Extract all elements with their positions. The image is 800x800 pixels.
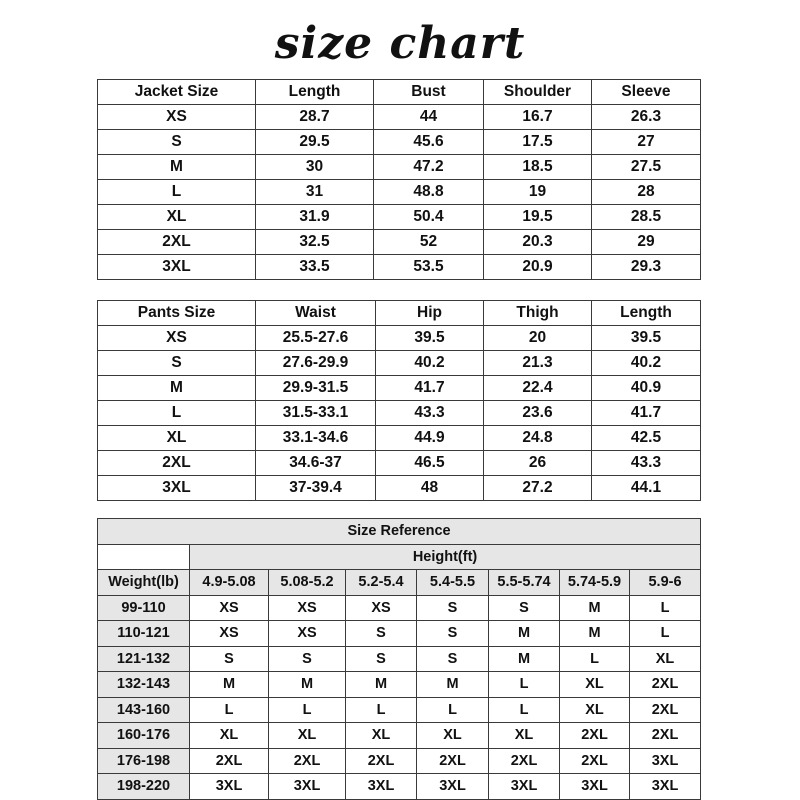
size-cell: XS	[269, 621, 346, 647]
jacket-header-cell: Bust	[374, 80, 484, 105]
pants-size-table	[97, 300, 701, 501]
jacket-cell: 32.5	[256, 230, 374, 255]
size-cell: 2XL	[417, 748, 489, 774]
jacket-cell: 53.5	[374, 255, 484, 280]
size-cell: 3XL	[630, 774, 701, 800]
size-cell: M	[346, 672, 417, 698]
jacket-cell: 19.5	[484, 205, 592, 230]
table-row	[98, 155, 701, 180]
jacket-cell: 27.5	[592, 155, 701, 180]
jacket-cell: 20.9	[484, 255, 592, 280]
size-cell: XS	[190, 621, 269, 647]
height-range-header: 5.08-5.2	[269, 570, 346, 596]
table-row	[98, 774, 701, 800]
jacket-cell: 44	[374, 105, 484, 130]
jacket-cell: 52	[374, 230, 484, 255]
size-cell: L	[630, 595, 701, 621]
size-cell: 2XL	[190, 748, 269, 774]
size-cell: M	[190, 672, 269, 698]
table-row	[98, 476, 701, 501]
size-cell: L	[489, 672, 560, 698]
pants-header-cell: Pants Size	[98, 301, 256, 326]
pants-cell: 46.5	[376, 451, 484, 476]
pants-cell: XL	[98, 426, 256, 451]
pants-cell: 40.9	[592, 376, 701, 401]
pants-cell: 27.2	[484, 476, 592, 501]
weight-range-cell: 99-110	[98, 595, 190, 621]
size-cell: 2XL	[630, 672, 701, 698]
pants-cell: 43.3	[376, 401, 484, 426]
pants-header-row	[98, 301, 701, 326]
pants-header-cell: Waist	[256, 301, 376, 326]
jacket-cell: XS	[98, 105, 256, 130]
jacket-cell: 29.3	[592, 255, 701, 280]
size-cell: XL	[560, 672, 630, 698]
table-row	[98, 130, 701, 155]
size-cell: L	[489, 697, 560, 723]
jacket-header-cell: Shoulder	[484, 80, 592, 105]
size-cell: 3XL	[489, 774, 560, 800]
size-cell: XL	[269, 723, 346, 749]
size-cell: 3XL	[190, 774, 269, 800]
table-row	[98, 426, 701, 451]
weight-range-cell: 121-132	[98, 646, 190, 672]
size-reference-table	[97, 518, 701, 800]
height-range-header: 5.2-5.4	[346, 570, 417, 596]
pants-cell: 24.8	[484, 426, 592, 451]
jacket-cell: 50.4	[374, 205, 484, 230]
pants-cell: 39.5	[376, 326, 484, 351]
jacket-cell: 48.8	[374, 180, 484, 205]
jacket-header-cell: Length	[256, 80, 374, 105]
jacket-header-cell: Sleeve	[592, 80, 701, 105]
pants-cell: 27.6-29.9	[256, 351, 376, 376]
table-row	[98, 595, 701, 621]
size-cell: M	[560, 595, 630, 621]
pants-cell: 31.5-33.1	[256, 401, 376, 426]
jacket-cell: 27	[592, 130, 701, 155]
pants-cell: 23.6	[484, 401, 592, 426]
pants-cell: 21.3	[484, 351, 592, 376]
jacket-cell: 20.3	[484, 230, 592, 255]
weight-range-cell: 132-143	[98, 672, 190, 698]
size-cell: XL	[560, 697, 630, 723]
pants-cell: 3XL	[98, 476, 256, 501]
jacket-cell: 33.5	[256, 255, 374, 280]
weight-range-cell: 143-160	[98, 697, 190, 723]
pants-cell: 42.5	[592, 426, 701, 451]
size-cell: S	[190, 646, 269, 672]
jacket-cell: 30	[256, 155, 374, 180]
size-cell: XL	[489, 723, 560, 749]
height-range-header: 5.4-5.5	[417, 570, 489, 596]
pants-cell: 48	[376, 476, 484, 501]
pants-cell: 25.5-27.6	[256, 326, 376, 351]
pants-cell: 37-39.4	[256, 476, 376, 501]
table-row	[98, 723, 701, 749]
jacket-cell: 29.5	[256, 130, 374, 155]
jacket-cell: 28.7	[256, 105, 374, 130]
size-cell: L	[190, 697, 269, 723]
jacket-size-table	[97, 79, 701, 280]
jacket-cell: S	[98, 130, 256, 155]
jacket-header-row	[98, 80, 701, 105]
reference-title: Size Reference	[98, 519, 701, 545]
size-cell: S	[346, 621, 417, 647]
table-row	[98, 105, 701, 130]
jacket-cell: 26.3	[592, 105, 701, 130]
pants-header-cell: Hip	[376, 301, 484, 326]
pants-cell: 22.4	[484, 376, 592, 401]
size-cell: 2XL	[269, 748, 346, 774]
table-row	[98, 255, 701, 280]
table-row	[98, 621, 701, 647]
size-cell: 3XL	[630, 748, 701, 774]
size-cell: 2XL	[630, 697, 701, 723]
jacket-cell: 47.2	[374, 155, 484, 180]
pants-cell: 44.1	[592, 476, 701, 501]
height-range-header: 5.74-5.9	[560, 570, 630, 596]
pants-header-cell: Length	[592, 301, 701, 326]
size-cell: S	[417, 646, 489, 672]
size-cell: L	[630, 621, 701, 647]
size-cell: L	[417, 697, 489, 723]
jacket-cell: 19	[484, 180, 592, 205]
table-row	[98, 451, 701, 476]
pants-cell: 33.1-34.6	[256, 426, 376, 451]
reference-corner-cell	[98, 544, 190, 570]
size-cell: XL	[190, 723, 269, 749]
size-cell: S	[417, 595, 489, 621]
size-cell: XL	[630, 646, 701, 672]
jacket-cell: XL	[98, 205, 256, 230]
reference-title-row	[98, 519, 701, 545]
size-cell: XL	[417, 723, 489, 749]
jacket-cell: 18.5	[484, 155, 592, 180]
weight-range-cell: 176-198	[98, 748, 190, 774]
page-title: size chart	[274, 18, 526, 69]
size-cell: L	[269, 697, 346, 723]
pants-cell: 39.5	[592, 326, 701, 351]
height-range-header: 5.5-5.74	[489, 570, 560, 596]
pants-cell: 40.2	[592, 351, 701, 376]
pants-cell: 29.9-31.5	[256, 376, 376, 401]
jacket-cell: 17.5	[484, 130, 592, 155]
size-cell: 2XL	[560, 748, 630, 774]
height-label: Height(ft)	[190, 544, 701, 570]
size-cell: L	[560, 646, 630, 672]
pants-cell: 44.9	[376, 426, 484, 451]
table-row	[98, 326, 701, 351]
size-cell: S	[346, 646, 417, 672]
size-cell: S	[269, 646, 346, 672]
reference-header-row	[98, 570, 701, 596]
size-cell: 2XL	[630, 723, 701, 749]
weight-label: Weight(lb)	[98, 570, 190, 596]
size-cell: 3XL	[346, 774, 417, 800]
table-row	[98, 230, 701, 255]
jacket-cell: 31	[256, 180, 374, 205]
size-cell: 3XL	[417, 774, 489, 800]
size-cell: 2XL	[489, 748, 560, 774]
jacket-cell: 31.9	[256, 205, 374, 230]
pants-header-cell: Thigh	[484, 301, 592, 326]
jacket-cell: 2XL	[98, 230, 256, 255]
jacket-cell: 3XL	[98, 255, 256, 280]
size-cell: XL	[346, 723, 417, 749]
jacket-cell: 29	[592, 230, 701, 255]
table-row	[98, 180, 701, 205]
jacket-header-cell: Jacket Size	[98, 80, 256, 105]
pants-cell: 41.7	[592, 401, 701, 426]
size-cell: L	[346, 697, 417, 723]
size-cell: 3XL	[560, 774, 630, 800]
size-cell: S	[489, 595, 560, 621]
height-range-header: 4.9-5.08	[190, 570, 269, 596]
weight-range-cell: 110-121	[98, 621, 190, 647]
pants-cell: 34.6-37	[256, 451, 376, 476]
pants-cell: S	[98, 351, 256, 376]
size-cell: 2XL	[560, 723, 630, 749]
height-range-header: 5.9-6	[630, 570, 701, 596]
size-cell: XS	[346, 595, 417, 621]
jacket-cell: 45.6	[374, 130, 484, 155]
pants-cell: 41.7	[376, 376, 484, 401]
size-cell: M	[489, 646, 560, 672]
table-row	[98, 672, 701, 698]
table-row	[98, 401, 701, 426]
pants-cell: 43.3	[592, 451, 701, 476]
size-cell: XS	[269, 595, 346, 621]
table-row	[98, 376, 701, 401]
pants-cell: 2XL	[98, 451, 256, 476]
table-row	[98, 697, 701, 723]
size-cell: M	[269, 672, 346, 698]
pants-cell: 20	[484, 326, 592, 351]
size-cell: 2XL	[346, 748, 417, 774]
jacket-cell: L	[98, 180, 256, 205]
pants-cell: 26	[484, 451, 592, 476]
jacket-cell: 28.5	[592, 205, 701, 230]
size-cell: M	[560, 621, 630, 647]
jacket-cell: M	[98, 155, 256, 180]
reference-height-label-row	[98, 544, 701, 570]
table-row	[98, 748, 701, 774]
jacket-cell: 28	[592, 180, 701, 205]
table-row	[98, 205, 701, 230]
table-row	[98, 351, 701, 376]
weight-range-cell: 198-220	[98, 774, 190, 800]
jacket-cell: 16.7	[484, 105, 592, 130]
pants-cell: 40.2	[376, 351, 484, 376]
weight-range-cell: 160-176	[98, 723, 190, 749]
pants-cell: XS	[98, 326, 256, 351]
size-cell: M	[417, 672, 489, 698]
size-cell: S	[417, 621, 489, 647]
pants-cell: M	[98, 376, 256, 401]
table-row	[98, 646, 701, 672]
pants-cell: L	[98, 401, 256, 426]
size-cell: M	[489, 621, 560, 647]
size-cell: XS	[190, 595, 269, 621]
size-cell: 3XL	[269, 774, 346, 800]
